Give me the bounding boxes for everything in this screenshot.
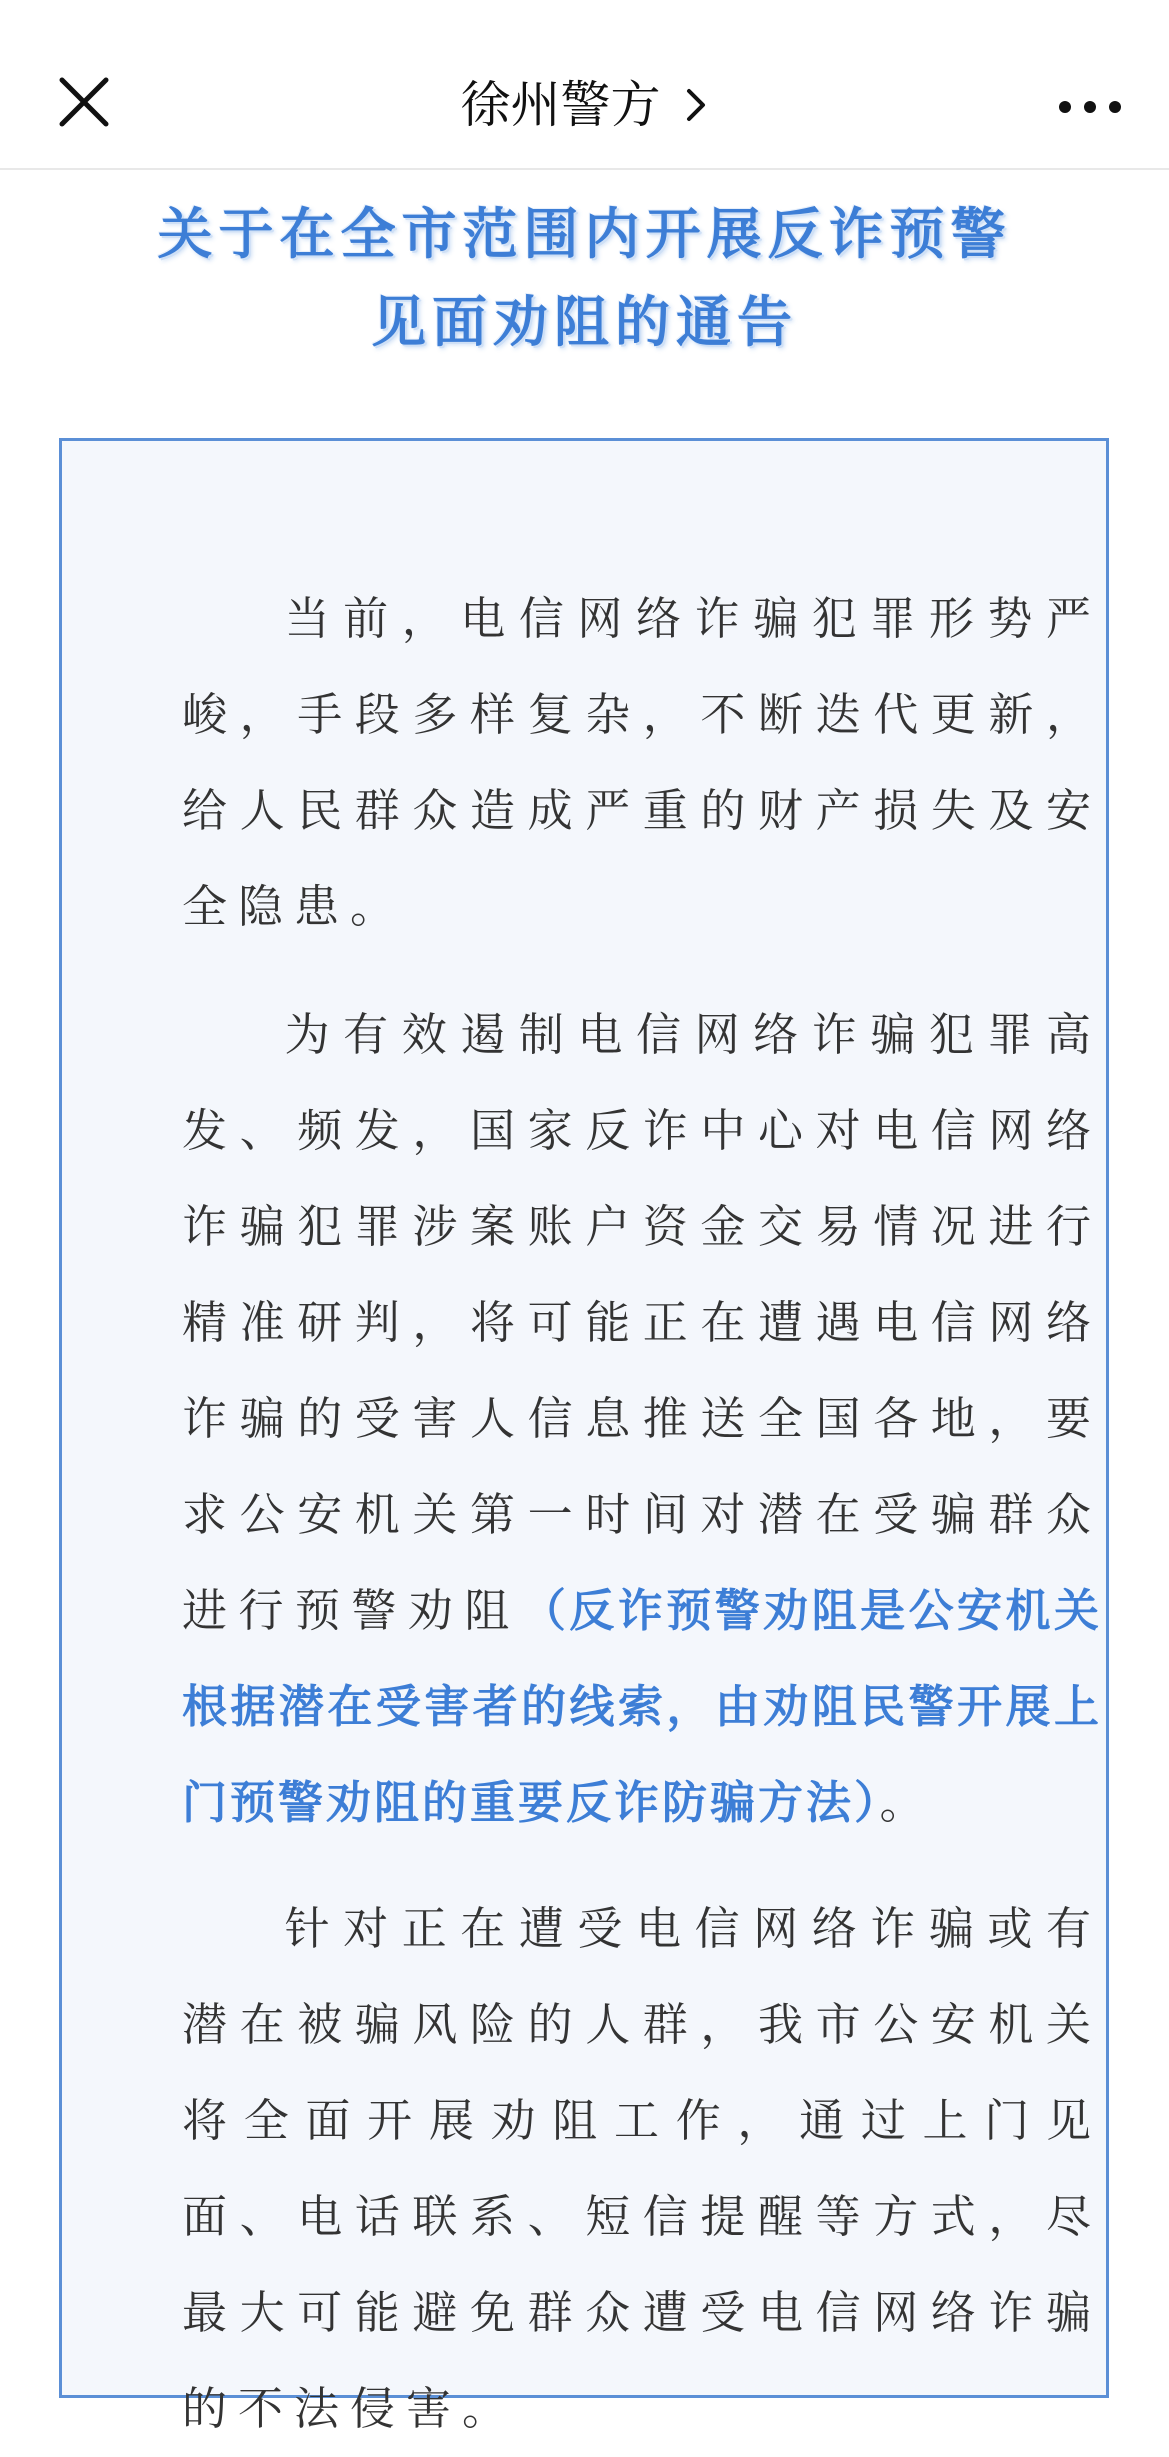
- article-paragraph-2: [182, 987, 1102, 1851]
- paragraph-2-highlight: （反诈预警劝阻是公安机关根据潜在受害者的线索，由劝阻民警开展上门预警劝阻的重要反诈防骗方法）: [182, 1584, 1102, 1829]
- paragraph-2-end: 。: [879, 1776, 936, 1829]
- paragraph-2-text: 为有效遏制电信网络诈骗犯罪高发、频发，国家反诈中心对电信网络诈骗犯罪涉案账户资金交易情况进行精准研判，将可能正在遭遇电信网络诈骗的受害人信息推送全国各地，要求公安机关第一时间对潜在受骗群众进行预警劝阻: [182, 1008, 1102, 1637]
- more-options-button[interactable]: [1045, 70, 1125, 140]
- paragraph-1-text: 当前，电信网络诈骗犯罪形势严峻，手段多样复杂，不断迭代更新，给人民群众造成严重的财产损失及安全隐患。: [182, 592, 1102, 933]
- article-headline: [0, 190, 1169, 366]
- account-name-link[interactable]: [0, 70, 1169, 140]
- headline-line-1: 关于在全市范围内开展反诈预警: [157, 202, 1012, 266]
- article-paragraph-1: [182, 571, 1102, 955]
- headline-line-2: 见面劝阻的通告: [370, 290, 798, 354]
- article-content-box: [59, 438, 1109, 2435]
- article-paragraph-3: [182, 1881, 1102, 2457]
- top-nav-bar: [0, 0, 1169, 170]
- account-name: 徐州警方: [460, 76, 661, 134]
- chevron-right-icon: [684, 85, 708, 125]
- paragraph-3-text: 针对正在遭受电信网络诈骗或有潜在被骗风险的人群，我市公安机关将全面开展劝阻工作，通过上门见面、电话联系、短信提醒等方式，尽最大可能避免群众遭受电信网络诈骗的不法侵害。: [182, 1902, 1102, 2435]
- more-horizontal-icon: [1055, 92, 1125, 122]
